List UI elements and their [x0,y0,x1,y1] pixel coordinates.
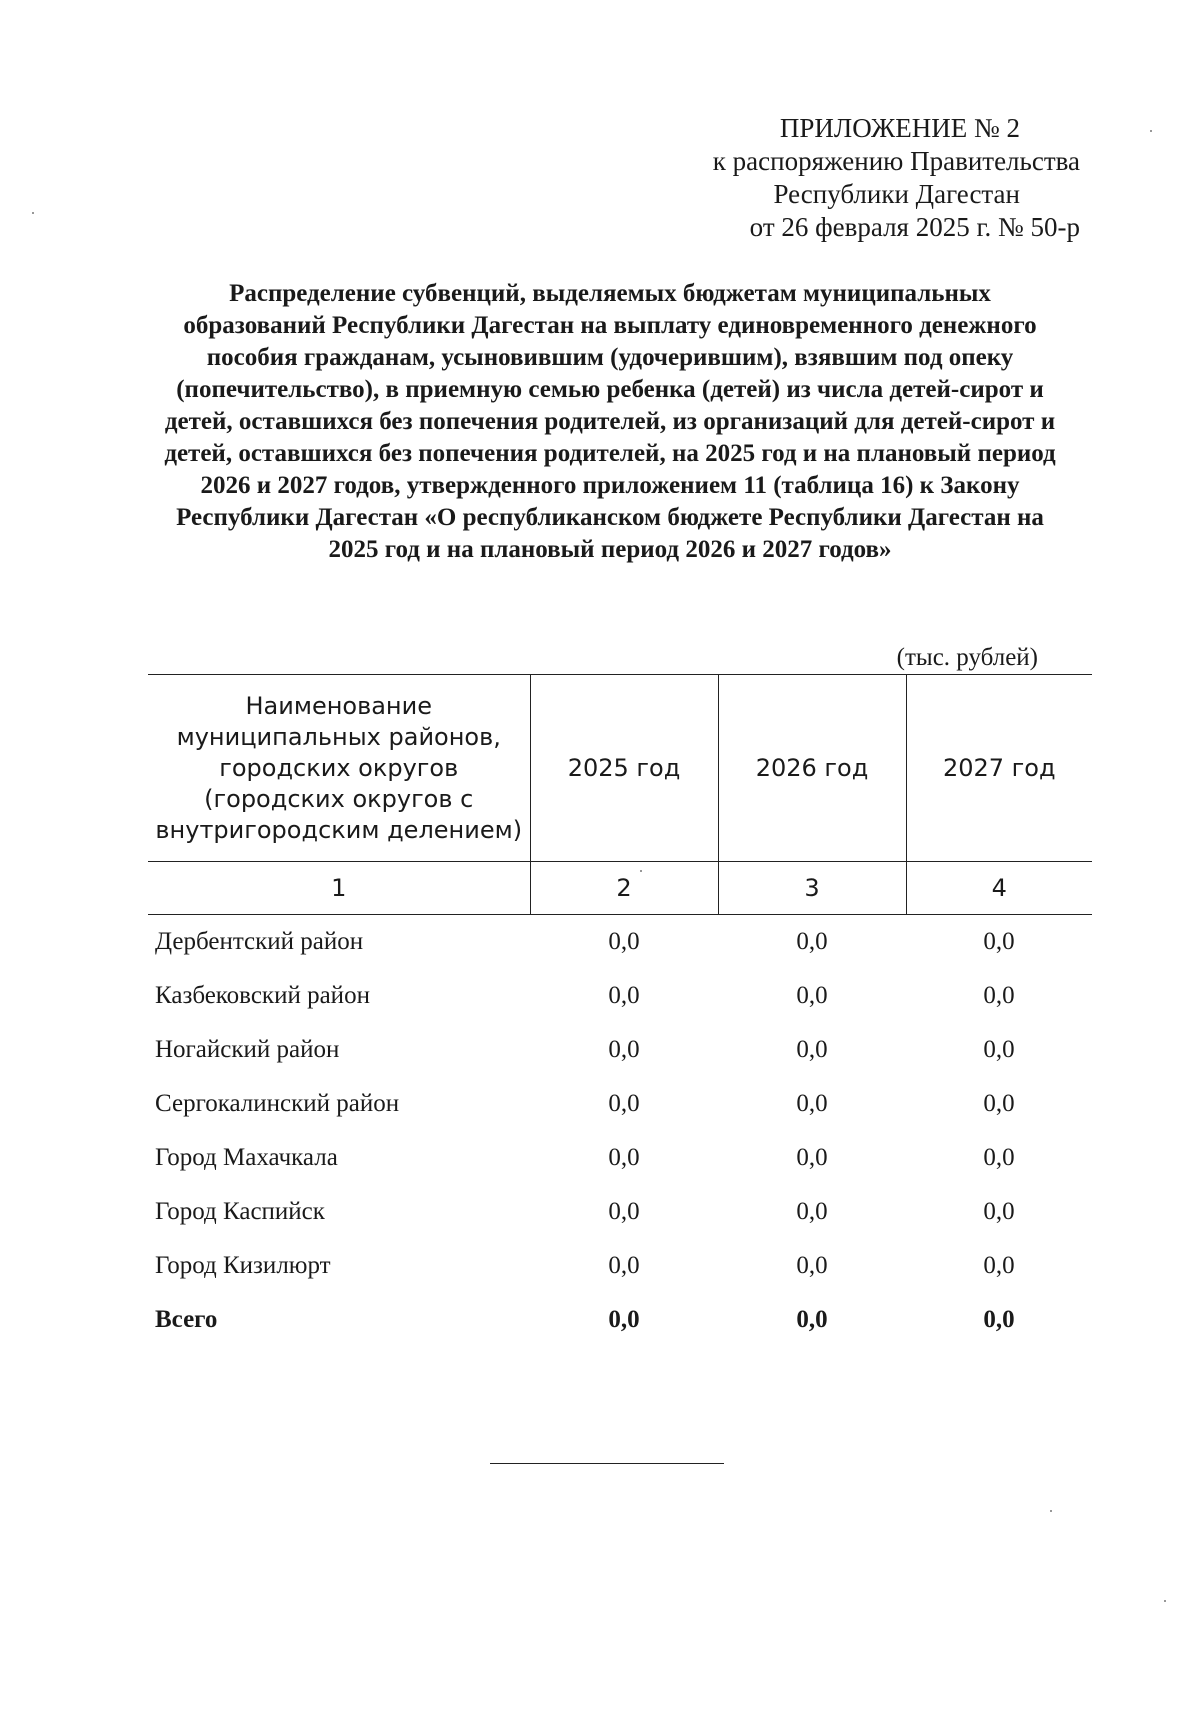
row-value-2026: 0,0 [796,1144,828,1171]
column-number-1: 1 [148,862,530,915]
scan-speck [1150,130,1152,132]
row-name: Казбековский район [155,982,370,1009]
header-municipality: Наименование муниципальных районов, городских округов (городских округов с внутригородским делением) [148,675,530,862]
total-row [148,1293,1092,1347]
appendix-republic: Республики Дагестан [773,179,1020,209]
scan-speck [1050,1510,1052,1512]
row-value-2025: 0,0 [608,928,640,955]
table-row [148,1131,1092,1185]
subsidy-table [148,674,1092,1347]
table-row [148,1239,1092,1293]
row-value-2027: 0,0 [983,928,1015,955]
row-value-2025: 0,0 [608,1252,640,1279]
row-value-2026: 0,0 [796,928,828,955]
table-row [148,1077,1092,1131]
row-value-2025: 0,0 [608,1144,640,1171]
row-value-2027: 0,0 [983,1252,1015,1279]
closing-rule [490,1463,724,1464]
row-value-2027: 0,0 [983,1036,1015,1063]
row-name: Сергокалинский район [155,1090,400,1117]
units-label: (тыс. рублей) [896,644,1038,671]
row-value-2027: 0,0 [983,1090,1015,1117]
table-row [148,969,1092,1023]
column-number-row [148,862,1092,915]
document-title: Распределение субвенций, выделяемых бюджетам муниципальных образований Республики Дагестан на выплату единовременного денежного пособия гражданам, усыновившим (удочерившим), взявшим под опеку (попечительство), в приемную семью ребенка (детей) из числа детей-сирот и детей, оставшихся без попечения родителей, из организаций для детей-сирот и детей, оставшихся без попечения родителей, на 2025 год и на плановый период 2026 и 2027 годов, утвержденного приложением 11 (таблица 16) к Закону Республики Дагестан «О республиканском бюджете Республики Дагестан на 2025 год и на плановый период 2026 и 2027 годов» [164,280,1056,563]
header-2026: 2026 год [718,675,906,862]
row-value-2025: 0,0 [608,1090,640,1117]
row-value-2026: 0,0 [796,982,828,1009]
row-value-2026: 0,0 [796,1252,828,1279]
row-name: Город Махачкала [155,1144,338,1171]
appendix-number: ПРИЛОЖЕНИЕ № 2 [779,113,1020,143]
appendix-reference: к распоряжению Правительства [712,146,1080,176]
header-2027: 2027 год [906,675,1092,862]
row-name: Город Кизилюрт [155,1252,331,1279]
row-name: Дербентский район [155,928,364,955]
row-value-2026: 0,0 [796,1036,828,1063]
total-value-2026: 0,0 [796,1306,828,1333]
appendix-date: от 26 февраля 2025 г. № 50-р [749,212,1080,242]
row-value-2027: 0,0 [983,982,1015,1009]
total-label: Всего [155,1306,218,1333]
column-number-4: 4 [906,862,1092,915]
header-2025: 2025 год [530,675,718,862]
table-header-row [148,675,1092,862]
table-row [148,1185,1092,1239]
row-value-2025: 0,0 [608,982,640,1009]
row-value-2026: 0,0 [796,1198,828,1225]
row-name: Город Каспийск [155,1198,325,1225]
scan-speck [32,212,34,214]
total-value-2027: 0,0 [983,1306,1015,1333]
appendix-header [713,112,1080,244]
column-number-3: 3 [718,862,906,915]
row-value-2027: 0,0 [983,1198,1015,1225]
row-value-2025: 0,0 [608,1198,640,1225]
scan-speck [640,870,642,872]
row-value-2025: 0,0 [608,1036,640,1063]
table-row [148,1023,1092,1077]
row-name: Ногайский район [155,1036,340,1063]
total-value-2025: 0,0 [608,1306,640,1333]
row-value-2026: 0,0 [796,1090,828,1117]
scan-speck [1164,1600,1166,1602]
table-row [148,915,1092,970]
row-value-2027: 0,0 [983,1144,1015,1171]
column-number-2: 2 [530,862,718,915]
